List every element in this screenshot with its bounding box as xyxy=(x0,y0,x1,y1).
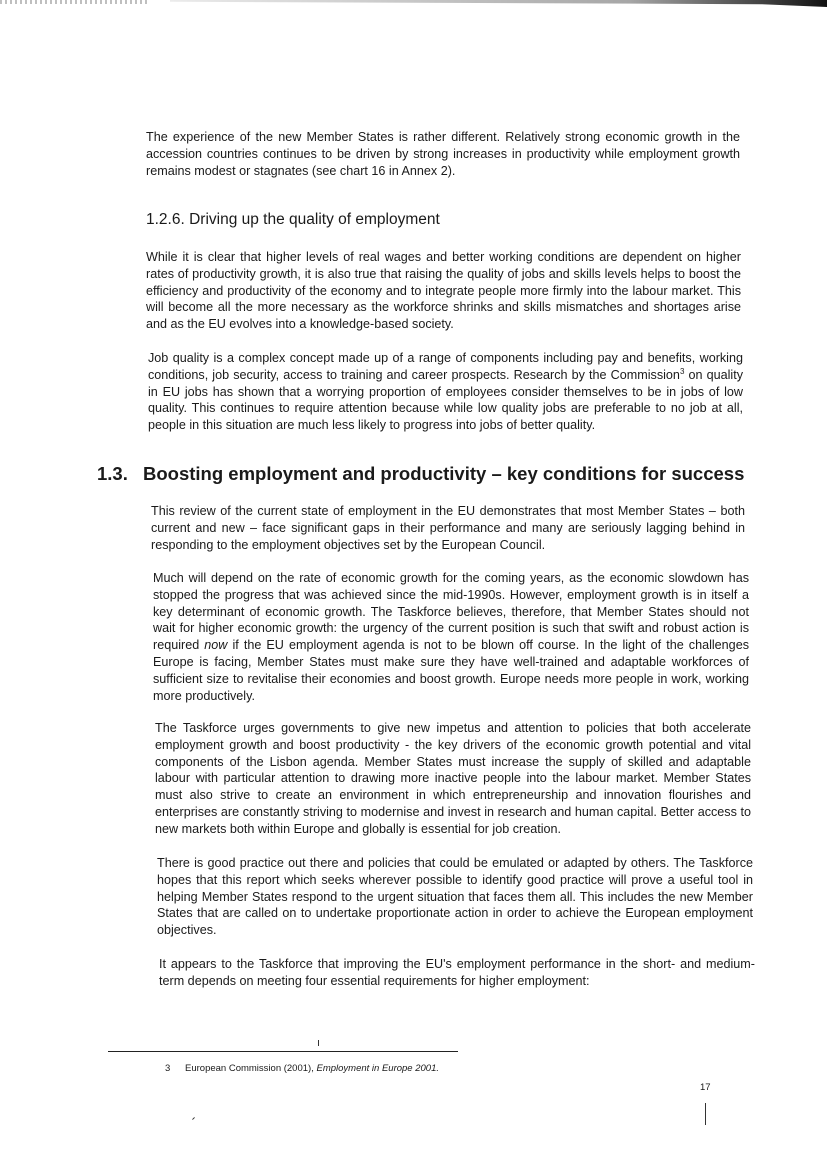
section-1-3-heading xyxy=(97,463,745,485)
section-1-2-6-heading: 1.2.6. Driving up the quality of employment xyxy=(146,211,440,228)
paragraph-2-text-a: Much will depend on the rate of economic growth for the coming years, as the economic slowdown has stopped the progress that was achieved since the mid-1990s. However, employment growth is in itself a key determinant of economic growth. The Taskforce believes, therefore, that Member States should not wait for higher economic growth: the urgency of the current position is such that swift and robust action is required xyxy=(153,571,749,653)
section-1-3-paragraph-5: It appears to the Taskforce that improving the EU's employment performance in the short- and medium-term depends on meeting four essential requirements for higher employment: xyxy=(159,957,755,988)
section-1-3-paragraph-1: This review of the current state of employment in the EU demonstrates that most Member States – both current and new – face significant gaps in their performance and many are seriously lagging behind in responding to the employment objectives set by the European Council. xyxy=(151,504,745,552)
intro-paragraph: The experience of the new Member States is rather different. Relatively strong economic growth in the accession countries continues to be driven by strong increases in productivity while employment growth remains modest or stagnates (see chart 16 in Annex 2). xyxy=(146,130,740,178)
section-1-2-6-paragraph-2 xyxy=(148,350,743,434)
section-title: Boosting employment and productivity – key conditions for success xyxy=(143,463,745,484)
section-1-3-paragraph-3: The Taskforce urges governments to give new impetus and attention to policies that both accelerate employment growth and boost productivity - the key drivers of the economic growth potential and vital components of the Lisbon agenda. Member States must increase the supply of skilled and adaptable labour with particular attention to drawing more inactive people into the labour market. Member States must also strive to create an environment in which entrepreneurship and innovation flourishes and enterprises are constantly striving to modernise and invest in research and human capital. Better access to new markets both within Europe and globally is essential for job creation. xyxy=(155,721,751,836)
scan-edge-top xyxy=(170,0,827,7)
paragraph-2-text-b: if the EU employment agenda is not to be blown off course. In the light of the challenges Europe is facing, Member States must make sure they have well-trained and adaptable workforces of sufficient size to revitalise their economies and boost growth. Europe needs more people in work, working more productively. xyxy=(153,638,749,703)
footnote-rule xyxy=(108,1051,458,1052)
footnote xyxy=(165,1063,439,1074)
footnote-title: Employment in Europe 2001. xyxy=(316,1063,440,1074)
scan-speck xyxy=(192,1117,195,1120)
scan-speck xyxy=(318,1040,319,1046)
section-1-3-paragraph-4: There is good practice out there and policies that could be emulated or adapted by others. The Taskforce hopes that this report which seeks wherever possible to identify good practice will prove a useful tool in helping Member States respond to the urgent situation that faces them all. This includes the new Member States that are called on to undertake proportionate action in order to achieve the European employment objectives. xyxy=(157,856,753,938)
paragraph-2-text-b: on quality in EU jobs has shown that a worrying proportion of employees consider themselves to be in jobs of low quality. This continues to require attention because while low quality jobs are preferable to no job at all, people in this situation are much less likely to progress into jobs of better quality. xyxy=(148,367,743,433)
page-number: 17 xyxy=(700,1082,711,1093)
footnote-number: 3 xyxy=(165,1063,171,1074)
footnote-reference: 3 xyxy=(679,366,685,376)
section-number: 1.3. xyxy=(97,463,128,484)
scan-edge-left xyxy=(0,0,150,4)
paragraph-2-text-a: Job quality is a complex concept made up of a range of components including pay and benefits, working conditions, job security, access to training and career prospects. Research by the Commission xyxy=(148,351,743,382)
section-1-2-6-paragraph-1: While it is clear that higher levels of real wages and better working conditions are dependent on higher rates of productivity growth, it is also true that raising the quality of jobs and skills levels helps to boost the efficiency and productivity of the economy and to integrate people more firmly into the labour market. This will become all the more necessary as the workforce shrinks and skills mismatches and shortages arise and as the EU evolves into a knowledge-based society. xyxy=(146,250,741,332)
footnote-text: European Commission (2001), xyxy=(185,1063,317,1074)
page-number-tick xyxy=(705,1103,706,1125)
emphasis-now: now xyxy=(204,638,228,653)
section-1-3-paragraph-2 xyxy=(153,570,749,704)
